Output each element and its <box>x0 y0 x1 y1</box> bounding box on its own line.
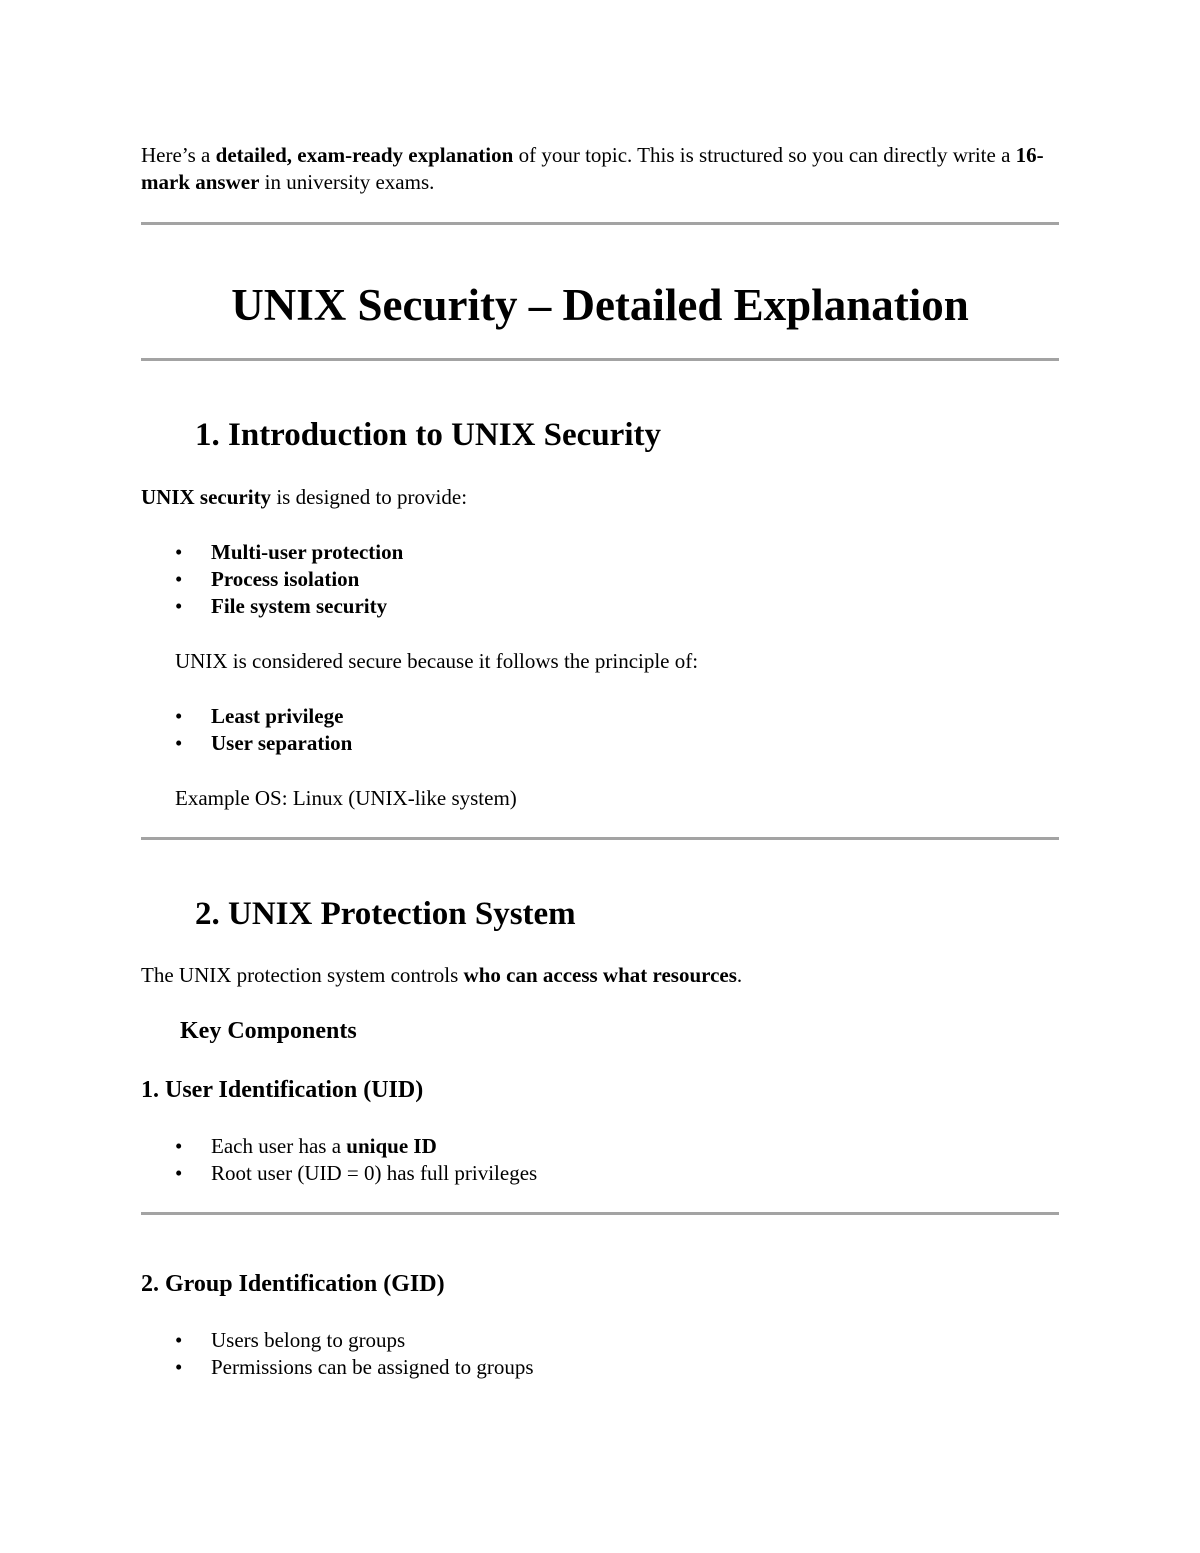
bullet-icon: • <box>175 1328 183 1352</box>
bullet-icon: • <box>175 1161 183 1185</box>
bullet-icon: • <box>175 540 183 564</box>
gid-heading: 2. Group Identification (GID) <box>141 1271 445 1297</box>
principle-paragraph: UNIX is considered secure because it follows the principle of: <box>175 649 699 673</box>
horizontal-rule <box>141 222 1059 225</box>
section-1-lead <box>141 484 467 511</box>
section-1-lead-rest: is designed to provide: <box>271 485 468 509</box>
bullet-icon: • <box>175 567 183 591</box>
list-item-text: User separation <box>211 731 353 755</box>
horizontal-rule <box>141 837 1059 840</box>
intro-text-1: Here’s a <box>141 143 216 167</box>
bullet-icon: • <box>175 704 183 728</box>
list-item-text: Multi-user protection <box>211 540 404 564</box>
uid-bullet-text: Each user has a <box>211 1134 347 1158</box>
horizontal-rule <box>141 358 1059 361</box>
bullet-icon: • <box>175 1355 183 1379</box>
list-item-text <box>211 1133 437 1160</box>
section-1-heading: 1. Introduction to UNIX Security <box>195 417 661 453</box>
list-item-text: Permissions can be assigned to groups <box>211 1355 534 1379</box>
intro-text-2: of your topic. This is structured so you can directly write a <box>513 143 1016 167</box>
list-item-text: Process isolation <box>211 567 360 591</box>
uid-bullet-bold: unique ID <box>346 1134 437 1158</box>
bullet-icon: • <box>175 1134 183 1158</box>
intro-text-3: in university exams. <box>259 170 435 194</box>
section-2-lead-text-1: The UNIX protection system controls <box>141 963 464 987</box>
bullet-icon: • <box>175 731 183 755</box>
page-title: UNIX Security – Detailed Explanation <box>231 280 969 330</box>
list-item-text: Least privilege <box>211 704 344 728</box>
section-2-lead-text-2: . <box>736 963 743 987</box>
uid-heading: 1. User Identification (UID) <box>141 1077 424 1103</box>
horizontal-rule <box>141 1212 1059 1215</box>
section-2-lead <box>141 962 742 989</box>
section-1-lead-bold: UNIX security <box>141 485 272 509</box>
example-paragraph: Example OS: Linux (UNIX-like system) <box>175 786 517 810</box>
key-components-heading: Key Components <box>180 1018 357 1044</box>
list-item-text: Users belong to groups <box>211 1328 406 1352</box>
bullet-icon: • <box>175 594 183 618</box>
section-2-lead-bold: who can access what resources <box>463 963 737 987</box>
intro-bold-1: detailed, exam-ready explanation <box>215 143 514 167</box>
section-2-heading: 2. UNIX Protection System <box>195 896 576 932</box>
list-item-text: Root user (UID = 0) has full privileges <box>211 1161 538 1185</box>
intro-paragraph <box>141 142 1061 196</box>
intro-bold-2: 16-mark answer <box>141 143 1044 194</box>
list-item-text: File system security <box>211 594 388 618</box>
